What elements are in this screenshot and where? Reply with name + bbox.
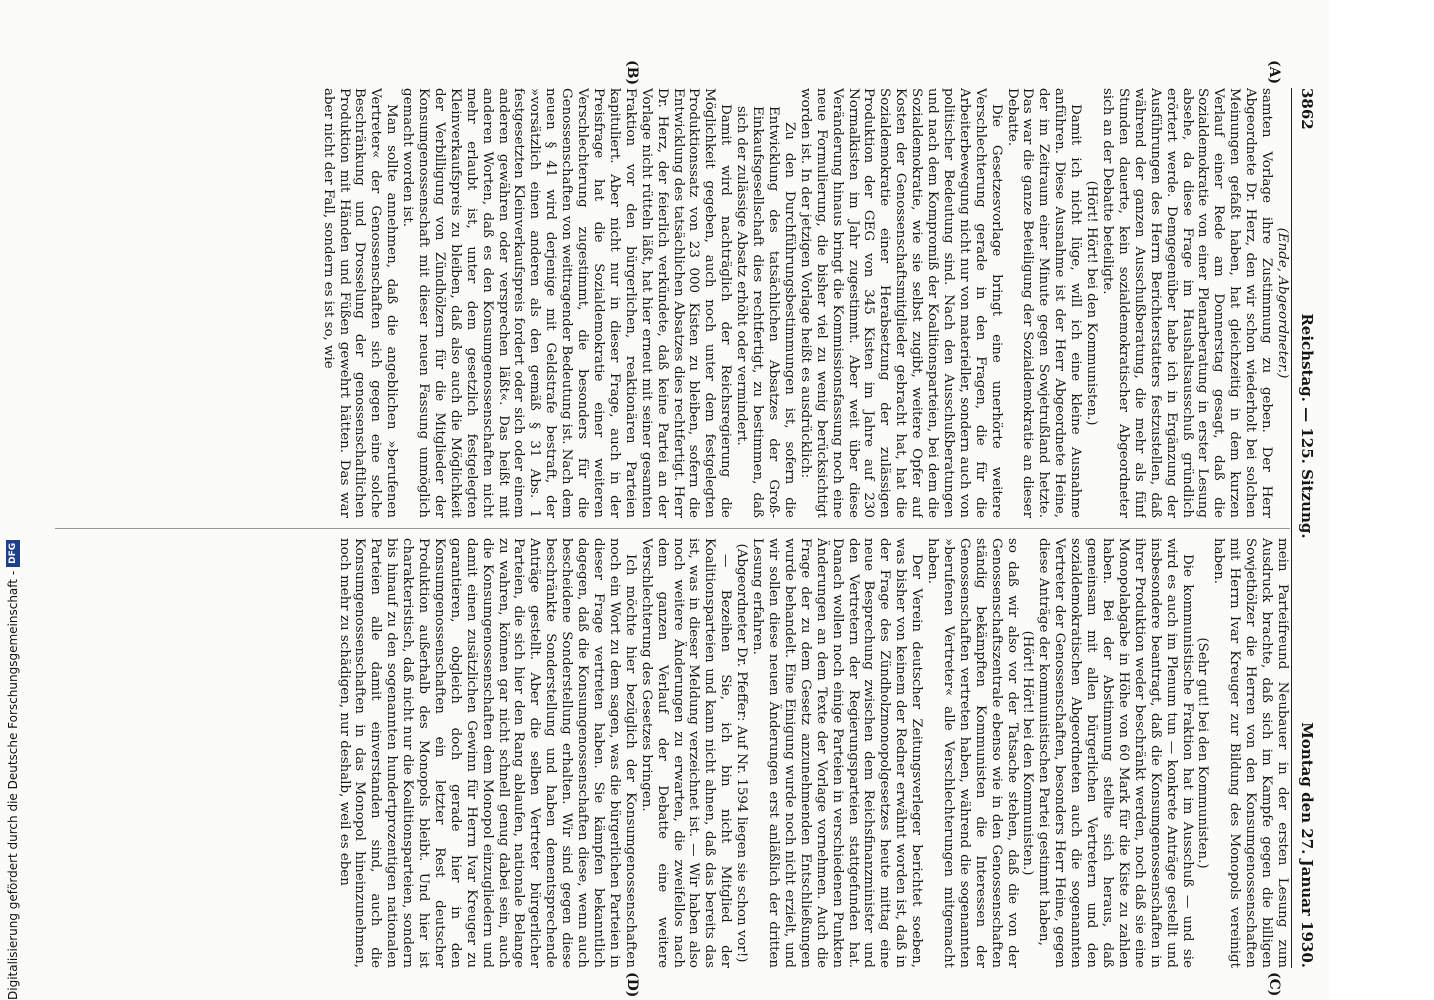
- paragraph: samten Vorlage ihre Zustimmung zu geben. Der Herr Abgeordnete Dr. Herz, den wir schon wiederholt bei solchen Meinungen gefaßt haben, hat gleichzeitig in dem kurzen Verlauf einer Rede am Donnerstag gesagt, daß die Sozialdemokratie von einer Plenarberatung in erster Lesung absehe, da diese Frage im Haushaltsausschuß gründlich erörtert werde. Demgegenüber habe ich in Ergänzung der Ausführungen des Herrn Berichterstatters festzustellen, daß während der ganzen Ausschußberatung, die mehr als fünf Stunden dauerte, kein sozialdemokratischer Abgeordneter sich an der Debatte beteiligte.: [1100, 88, 1275, 518]
- interjection: (Hört! Hört! bei den Kommunisten.): [1084, 180, 1100, 426]
- interjection: (Sehr gut! bei den Kommunisten.): [1195, 637, 1211, 869]
- column-divider: [55, 528, 1290, 529]
- paragraph: Der Verein deutscher Zeitungsverleger berichtet soeben, was bisher von keinem der Redner erwähnt worden ist, daß in der Frage des Zündholzmonopolgesetzes heute mittag eine neue Besprechung zwischen dem Reichsfinanzminister und den Vertretern der Regierungsparteien stattgefunden hat. Danach wollen noch einige Parteien in verschiedenen Punkten Änderungen an dem Texte der Vorlage vornehmen. Auch die Frage der zu dem Gesetz anzunehmenden Entschließungen wurde behandelt. Eine Einigung wurde noch nicht erzielt, und wir sollen diese neuen Änderungen erst anläßlich der dritten Lesung erfahren.: [750, 538, 925, 968]
- running-header: [1291, 88, 1322, 968]
- text-column-left: [55, 88, 1290, 518]
- session-title: Reichstag. — 125. Sitzung.: [1298, 313, 1316, 539]
- speaker-attribution: (Ende, Abgeordneter.): [1275, 227, 1290, 379]
- paragraph: Man sollte annehmen, daß die angeblichen »berufenen Vertreter« der Genossenschaften sich gegen eine solche Beschränkung und Drosselung der genossenschaftlichen Produktion mit Händen und Füßen gewehrt hätten. Das war aber nicht der Fall, sondern es ist so, wie: [320, 88, 400, 518]
- paragraph: Damit wird nachträglich der Reichsregierung die Möglichkeit gegeben, auch noch unter dem festgelegten Produktionssatz von 23 000 Kisten zu bleiben, sofern die Entwicklung des tatsächlichen Absatzes dies rechtfertigt. Herr Dr. Herz, der feierlich verkündete, daß keine Partei an der Vorlage nicht rütteln läßt, hat hier erneut mit seiner gesamten Fraktion vor den bürgerlichen, reaktionären Parteien kapituliert. Aber nicht nur in dieser Frage, auch in der Preisfrage hat die Sozialdemokratie einer weiteren Verschlechterung zugestimmt, die besonders für die Genossenschaften von weittragender Bedeutung ist. Nach dem neuen § 41 wird derjenige mit Geldstrafe bestraft, der »vorsätzlich einen anderen als den gemäß § 31 Abs. 1 festgesetzten Kleinverkaufspreis fordert oder sich oder einem anderen gewähren oder versprechen läßt«. Das heißt mit anderen Worten, daß es den Konsumgenossenschaften nicht mehr erlaubt ist, unter dem gesetzlich festgelegten Kleinverkaufspreis zu bleiben, daß also auch die Möglichkeit der Verbilligung von Zündhölzern für die Mitglieder der Konsumgenossenschaft mit dieser neuen Fassung unmöglich gemacht worden ist.: [400, 88, 734, 518]
- dfg-logo: DFG: [6, 540, 20, 567]
- credit-text: Digitalisierung gefördert durch die Deutsche Forschungsgemeinschaft -: [6, 570, 20, 1000]
- paragraph: — Bezeihen Sie, ich bin nicht Mitglied der Koalitionsparteien und kann nicht ahnen, daß das bereits das ist, was in dieser Meldung verzeichnet ist. — Wir haben also noch weitere Änderungen zu erwarten, die zweifellos nach dem ganzen Verlauf der Debatte eine weitere Verschlechterung des Gesetzes bringen.: [638, 538, 734, 968]
- margin-marker-b: (B): [624, 60, 640, 86]
- paragraph: Damit ich nicht lüge, will ich eine kleine Ausnahme anführen. Diese Ausnahme ist der Herr Abgeordnete Heine, der im Zeitraum einer Minute gegen Sowjetrußland hetzte. Das war die ganze Beteiligung der Sozialdemokratie an dieser Debatte.: [1004, 88, 1084, 518]
- digitization-credit: [6, 540, 20, 1000]
- margin-marker-c: (C): [1266, 972, 1282, 997]
- paragraph: so daß wir also vor der Tatsache stehen, daß die von der Genossenschaftszentrale ebenso wie in den Genossenschaften ständig bekämpften Kommunisten die Interessen der Genossenschaften vertreten haben, während die sogenannten »berufenen Vertreter« alle Verschlechterungen mitgemacht haben.: [925, 538, 1020, 968]
- paragraph: Die kommunistische Fraktion hat im Ausschuß — und sie wird es auch im Plenum tun — konkrete Anträge gestellt und insbesondere beantragt, daß die Konsumgenossenschaften in ihrer Produktion weder beschränkt werden, noch daß sie eine Monopolabgabe in Höhe von 60 Mark für die Kiste zu zahlen haben. Bei der Abstimmung stellte sich heraus, daß gemeinsam mit allen bürgerlichen Vertretern und den sozialdemokratischen Abgeordneten auch die sogenannten Vertreter der Genossenschaften, besonders Herr Heine, gegen diese Anträge der kommunistischen Partei gestimmt haben,: [1036, 538, 1195, 968]
- interjection: (Abgeordneter Dr. Pfeffer: Auf Nr. 1594 liegen sie schon vor!): [734, 543, 750, 963]
- text-column-right: [55, 538, 1290, 968]
- margin-marker-d: (D): [624, 972, 640, 998]
- margin-marker-a: (A): [1266, 60, 1282, 85]
- session-date: Montag den 27. Januar 1930.: [1298, 722, 1316, 968]
- interjection: (Hört! Hört! bei den Kommunisten.): [1020, 630, 1036, 876]
- page-number: 3862: [1298, 88, 1316, 130]
- paragraph: Ich möchte hier bezüglich der Konsumgenossenschaften noch ein Wort zu dem sagen, was die bürgerlichen Parteien in dieser Frage vertreten haben. Sie kämpfen bekanntlich dagegen, daß die Konsumgenossenschaften diese, wenn auch bescheidene Sonderstellung erhalten. Wir sind gegen diese beschränkte Sonderstellung und haben dementsprechende Anträge gestellt. Aber die selben Vertreter bürgerlicher Parteien, die sich hier den Rang ablaufen, nationale Belange zu wahren, können gar nicht schnell genug dabei sein, auch die Konsumgenossenschaften dem Monopol einzugliedern und damit einen zusätzlichen Gewinn für Herrn Ivar Kreuger zu garantieren, obgleich doch gerade hier in den Konsumgenossenschaften ein letzter Rest deutscher Produktion außerhalb des Monopols bleibt. Und hier ist charakteristisch, daß nicht nur die Koalitionsparteien, sondern bis hinauf zu den sogenannten hundertprozentigen nationalen Parteien alle damit einverstanden sind, auch die Konsumgenossenschaften in das Monopol hineinzunehmen, noch mehr zu schädigen, nur deshalb, weil es eben: [336, 538, 638, 968]
- paragraph: Die Gesetzesvorlage bringt eine unerhörte weitere Verschlechterung gerade in den Fragen, die für die Arbeiterbewegung nicht nur von materieller, sondern auch von politischer Bedeutung sind. Nach den Ausschußberatungen und nach dem Kompromiß der Koalitionsparteien, bei dem die Sozialdemokratie, wie sie selbst zugibt, weitere Opfer auf Kosten der Genossenschaftsmitglieder gebracht hat, hat die Sozialdemokratie einer Herabsetzung der zulässigen Produktion der GEG von 345 Kisten im Jahre auf 230 Normalkisten im Jahr zugestimmt. Aber weit über diese Veränderung hinaus bringt die Kommissionsfassung noch eine neue Formulierung, die bisher viel zu wenig berücksichtigt worden ist. In der jetzigen Vorlage heißt es ausdrücklich:: [797, 88, 1004, 518]
- quoted-paragraph: Zu den Durchführungsbestimmungen ist, sofern die Entwicklung des tatsächlichen Absatzes der Groß-Einkaufsgesellschaft dies rechtfertigt, zu bestimmen, daß sich der zulässige Absatz erhöht oder vermindert.: [734, 106, 797, 518]
- paragraph: mein Parteifreund Neubauer in der ersten Lesung zum Ausdruck brachte, daß sich im Kampfe gegen die billigen Sowjethölzer die Herren von den Konsumgenossenschaften mit Herrn Ivar Kreuger zur Bildung des Monopols vereinigt haben.: [1211, 538, 1290, 968]
